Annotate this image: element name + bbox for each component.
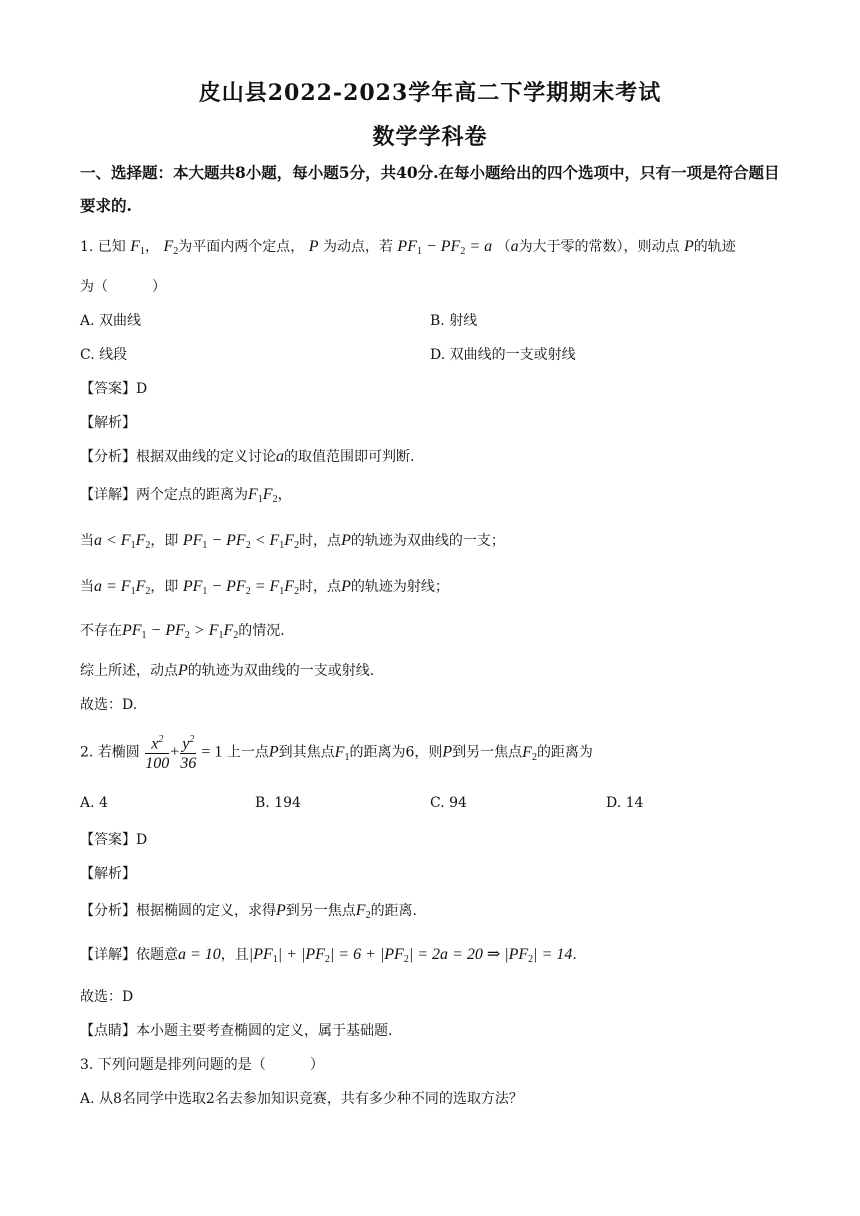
q3-option-a: A. 从8名同学中选取2名去参加知识竞赛，共有多少种不同的选取方法？ <box>80 1091 523 1107</box>
q1-analysis-label: 【解析】 <box>80 415 136 431</box>
q1-case2: 当$a = F_1F_2$，即 $PF_1 - PF_2 = F_1F_2$时，点P的轨迹为射线； <box>80 578 449 597</box>
q1-stem-line2: 为（ ） <box>80 279 166 295</box>
q1-option-d: D. 双曲线的一支或射线 <box>430 347 576 363</box>
q2-option-d: D. 14 <box>606 795 644 811</box>
q1-xiangjie: 【详解】两个定点的距离为$F_1F_2$， <box>80 486 292 505</box>
q3-stem: 3. 下列问题是排列问题的是（ ） <box>80 1057 324 1073</box>
q2-answer: 【答案】D <box>80 832 148 848</box>
q2-dianjing: 【点睛】本小题主要考查椭圆的定义，属于基础题. <box>80 1023 393 1039</box>
page-subtitle: 数学学科卷 <box>372 124 488 150</box>
q1-option-a: A. 双曲线 <box>80 313 142 329</box>
fraction-x2-100: $\frac{x^2}{100}$ <box>145 731 169 774</box>
q1-fenxi: 【分析】根据双曲线的定义讨论a的取值范围即可判断. <box>80 448 415 465</box>
q2-xiangjie: 【详解】依题意a = 10，且$|PF_1| + |PF_2| = 6 + |PF_2| = 2a = 20$ ⇒ $|PF_2| = 14$. <box>80 946 577 965</box>
fraction-y2-36: $\frac{y^2}{36}$ <box>180 731 196 774</box>
q2-stem: 2. 若椭圆 $\frac{x^2}{100}$ + $\frac{y^2}{36}$ = 1 上一点P到其焦点$F_1$的距离为6，则P到另一焦点$F_2$的距离为 <box>80 731 593 774</box>
q1-case3: 不存在$PF_1 - PF_2 > F_1F_2$的情况. <box>80 622 285 641</box>
q1-case1: 当$a < F_1F_2$，即 $PF_1 - PF_2 < F_1F_2$时，点P的轨迹为双曲线的一支； <box>80 532 505 551</box>
q1-option-b: B. 射线 <box>430 313 478 329</box>
q1-stem-line1: 1. 已知 $F_1$， $F_2$为平面内两个定点， P 为动点，若 $PF_1 - PF_2 = a$ （a为大于零的常数），则动点 P的轨迹 <box>80 238 736 257</box>
q2-option-c: C. 94 <box>430 795 467 811</box>
q2-option-a: A. 4 <box>80 795 108 811</box>
q1-option-c: C. 线段 <box>80 347 128 363</box>
q2-option-b: B. 194 <box>255 795 301 811</box>
page-title: 皮山县2022-2023学年高二下学期期末考试 <box>198 80 662 106</box>
q1-answer: 【答案】D <box>80 381 148 397</box>
section-heading: 一、选择题：本大题共8小题，每小题5分，共40分.在每小题给出的四个选项中，只有一项是符合题目要求的. <box>80 163 780 215</box>
q1-choose: 故选：D. <box>80 697 138 713</box>
q2-fenxi: 【分析】根据椭圆的定义，求得P到另一焦点$F_2$的距离. <box>80 902 418 921</box>
q2-choose: 故选：D <box>80 989 134 1005</box>
q2-analysis-label: 【解析】 <box>80 866 136 882</box>
q1-summary: 综上所述，动点P的轨迹为双曲线的一支或射线. <box>80 662 375 679</box>
